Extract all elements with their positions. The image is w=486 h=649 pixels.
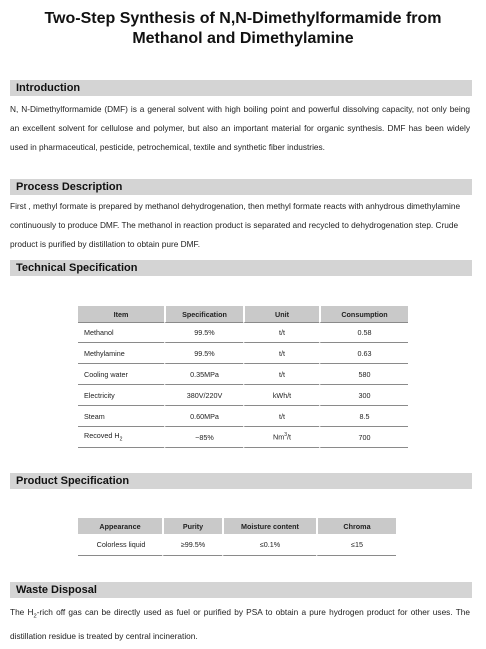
table-row (78, 364, 408, 385)
cell-appearance: Colorless liquid (78, 534, 162, 556)
column-header-item: Item (78, 306, 164, 322)
title-line-1: Two-Step Synthesis of N,N-Dimethylformamide from (44, 10, 442, 27)
cell-consumption: 580 (319, 364, 408, 385)
cell-spec: ~85% (164, 427, 243, 448)
cell-unit (243, 427, 319, 448)
cell-item-text: Recoved H (84, 431, 120, 441)
cell-unit: t/t (243, 322, 319, 343)
cell-consumption: 0.63 (319, 343, 408, 364)
introduction-text: N, N-Dimethylformamide (DMF) is a general solvent with high boiling point and powerful dissolving capacity, not only being an excellent solvent for cellulose and polymer, but also an important material for organic synthesis. DMF has been widely used in pharmaceutical, pesticide, petrochemical, textile and synthetic fiber industries. (10, 104, 470, 152)
table-row (78, 406, 408, 427)
cell-item: Electricity (78, 385, 164, 406)
table-row (78, 427, 408, 448)
subscript: 2 (33, 613, 37, 620)
cell-spec: 0.60MPa (164, 406, 243, 427)
column-header-consumption: Consumption (319, 306, 408, 322)
waste-heading: Waste Disposal (10, 582, 472, 598)
column-header-chroma: Chroma (316, 518, 396, 534)
cell-item: Steam (78, 406, 164, 427)
title-line-2: Methanol and Dimethylamine (132, 30, 354, 47)
column-header-purity: Purity (162, 518, 222, 534)
subscript: 2 (119, 436, 123, 443)
cell-spec: 99.5% (164, 322, 243, 343)
table-row (78, 343, 408, 364)
cell-item (78, 427, 164, 448)
cell-consumption: 0.58 (319, 322, 408, 343)
technical-heading: Technical Specification (10, 260, 472, 276)
cell-item: Cooling water (78, 364, 164, 385)
cell-item: Methylamine (78, 343, 164, 364)
cell-purity: ≥99.5% (162, 534, 222, 556)
waste-text-suffix: -rich off gas can be directly used as fuel or purified by PSA to obtain a pure hydrogen product for other uses. The distillation residue is treated by central incineration. (10, 607, 470, 641)
table-row (78, 385, 408, 406)
cell-consumption: 700 (319, 427, 408, 448)
cell-consumption: 300 (319, 385, 408, 406)
cell-spec: 0.35MPa (164, 364, 243, 385)
process-text: First , methyl formate is prepared by methanol dehydrogenation, then methyl formate reacts with anhydrous dimethylamine continuously to produce DMF. The methanol in reaction product is separated and recycled to dehydrogenation step. Crude product is purified by distillation to obtain pure DMF. (10, 201, 461, 249)
cell-unit: t/t (243, 406, 319, 427)
column-header-appearance: Appearance (78, 518, 162, 534)
column-header-moisture: Moisture content (222, 518, 316, 534)
cell-consumption: 8.5 (319, 406, 408, 427)
cell-moisture: ≤0.1% (222, 534, 316, 556)
unit-suffix: /t (287, 432, 291, 442)
waste-text-prefix: The H (10, 607, 34, 617)
table-row (78, 322, 408, 343)
column-header-unit: Unit (243, 306, 319, 322)
cell-chroma: ≤15 (316, 534, 396, 556)
column-header-specification: Specification (164, 306, 243, 322)
cell-unit: t/t (243, 343, 319, 364)
technical-spec-table (78, 306, 408, 448)
table-row (78, 534, 396, 556)
waste-text (10, 603, 470, 646)
process-heading: Process Description (10, 179, 472, 195)
cell-spec: 380V/220V (164, 385, 243, 406)
cell-item: Methanol (78, 322, 164, 343)
table-header-row (78, 306, 408, 322)
cell-spec: 99.5% (164, 343, 243, 364)
page-title (0, 9, 486, 49)
superscript: 3 (284, 432, 287, 439)
product-spec-table (78, 518, 396, 556)
unit-text: Nm (273, 432, 285, 442)
product-heading: Product Specification (10, 473, 472, 489)
table-header-row (78, 518, 396, 534)
cell-unit: t/t (243, 364, 319, 385)
cell-unit: kWh/t (243, 385, 319, 406)
introduction-heading: Introduction (10, 80, 472, 96)
